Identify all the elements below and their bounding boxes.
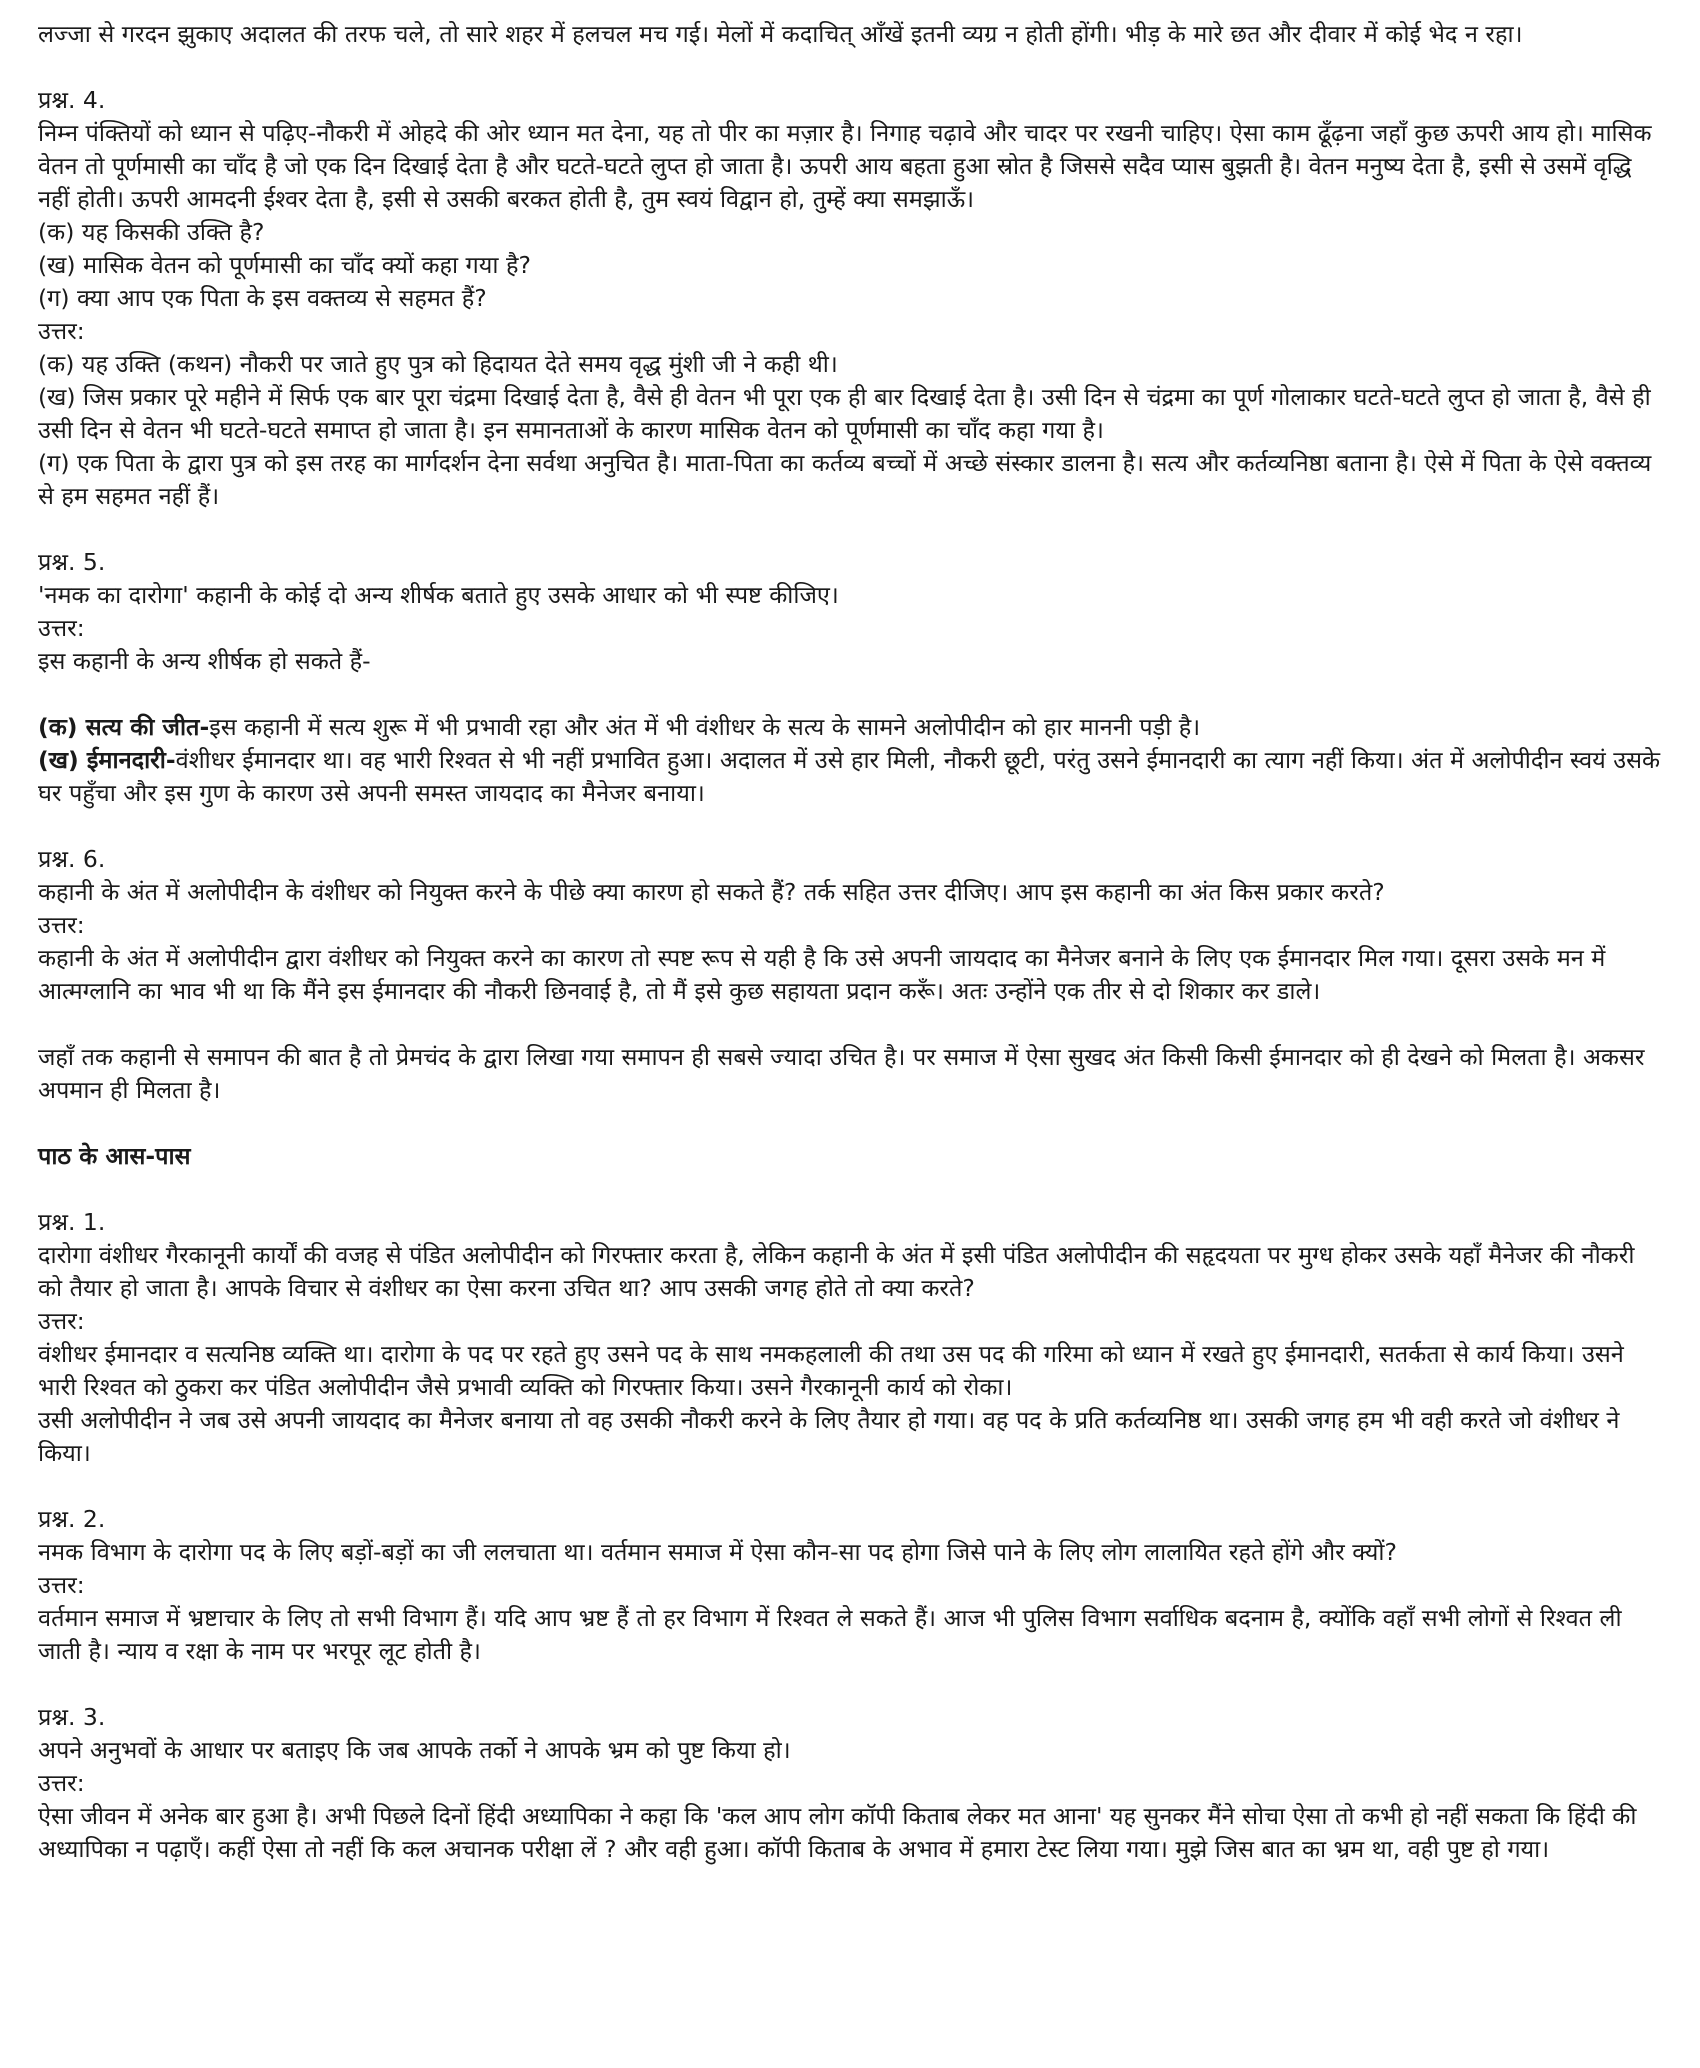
point-title: (ख) ईमानदारी- xyxy=(38,746,176,774)
answer-text: (क) यह उक्ति (कथन) नौकरी पर जाते हुए पुत्र को हिदायत देते समय वृद्ध मुंशी जी ने कही थी। xyxy=(38,350,838,378)
answer-text: (ख) जिस प्रकार पूरे महीने में सिर्फ एक बार पूरा चंद्रमा दिखाई देता है, वैसे ही वेतन भी पूरा एक ही बार दिखाई देता है। उसी दिन से चंद्रमा का पूर्ण गोलाकार घटते-घटते लुप्त हो जाता है, वैसे ही उसी दिन से वेतन भी घटते-घटते समाप्त हो जाता है। इन समानताओं के कारण मासिक वेतन को पूर्णमासी का चाँद कहा गया है। xyxy=(38,383,1651,444)
question-text: निम्न पंक्तियों को ध्यान से पढ़िए-नौकरी में ओहदे की ओर ध्यान मत देना, यह तो पीर का मज़ार है। निगाह चढ़ावे और चादर पर रखनी चाहिए। ऐसा काम ढूँढ़ना जहाँ कुछ ऊपरी आय हो। मासिक वेतन तो पूर्णमासी का चाँद है जो एक दिन दिखाई देता है और घटते-घटते लुप्त हो जाता है। ऊपरी आय बहता हुआ स्रोत है जिससे सदैव प्यास बुझती है। वेतन मनुष्य देता है, इसी से उसमें वृद्धि नहीं होती। ऊपरी आमदनी ईश्वर देता है, इसी से उसकी बरकत होती है, तुम स्वयं विद्वान हो, तुम्हें क्या समझाऊँ। xyxy=(38,119,1652,213)
sub-question: (ख) मासिक वेतन को पूर्णमासी का चाँद क्यों कहा गया है? xyxy=(38,251,531,279)
answer-text: वंशीधर ईमानदार व सत्यनिष्ठ व्यक्ति था। दारोगा के पद पर रहते हुए उसने पद के साथ नमकहलाली की तथा उस पद की गरिमा को ध्यान में रखते हुए ईमानदारी, सतर्कता से कार्य किया। उसने भारी रिश्वत को ठुकरा कर पंडित अलोपीदीन जैसे प्रभावी व्यक्ति को गिरफ्तार किया। उसने गैरकानूनी कार्य को रोका। xyxy=(38,1340,1624,1401)
question-6-block xyxy=(38,843,1664,1107)
surround-question-3-block xyxy=(38,1701,1664,1866)
question-text: नमक विभाग के दारोगा पद के लिए बड़ों-बड़ों का जी ललचाता था। वर्तमान समाज में ऐसा कौन-सा पद होगा जिसे पाने के लिए लोग लालायित रहते होंगे और क्यों? xyxy=(38,1538,1397,1566)
question-text: 'नमक का दारोगा' कहानी के कोई दो अन्य शीर्षक बताते हुए उसके आधार को भी स्पष्ट कीजिए। xyxy=(38,581,839,609)
answer-label: उत्तर: xyxy=(38,911,85,939)
sub-question: (क) यह किसकी उक्ति है? xyxy=(38,218,265,246)
answer-text: जहाँ तक कहानी से समापन की बात है तो प्रेमचंद के द्वारा लिखा गया समापन ही सबसे ज्यादा उचित है। पर समाज में ऐसा सुखद अंत किसी किसी ईमानदार को ही देखने को मिलता है। अकसर अपमान ही मिलता है। xyxy=(38,1043,1645,1104)
spacer xyxy=(38,1008,1664,1041)
answer-text: कहानी के अंत में अलोपीदीन द्वारा वंशीधर को नियुक्त करने का कारण तो स्पष्ट रूप से यही है कि उसे अपनी जायदाद का मैनेजर बनाने के लिए एक ईमानदार मिल गया। दूसरा उसके मन में आत्मग्लानि का भाव भी था कि मैंने इस ईमानदार की नौकरी छिनवाई है, तो मैं इसे कुछ सहायता प्रदान करूँ। अतः उन्होंने एक तीर से दो शिकार कर डाले। xyxy=(38,944,1606,1005)
answer-label: उत्तर: xyxy=(38,614,85,642)
answer-label: उत्तर: xyxy=(38,1307,85,1335)
spacer xyxy=(38,810,1664,843)
question-label: प्रश्न. 5. xyxy=(38,548,106,576)
answer-point xyxy=(38,744,1664,810)
spacer xyxy=(38,678,1664,711)
intro-paragraph: लज्जा से गरदन झुकाए अदालत की तरफ चले, तो सारे शहर में हलचल मच गई। मेलों में कदाचित् आँखें इतनी व्यग्र न होती होंगी। भीड़ के मारे छत और दीवार में कोई भेद न रहा। xyxy=(38,20,1523,48)
answer-label: उत्तर: xyxy=(38,1769,85,1797)
spacer xyxy=(38,1470,1664,1503)
point-title: (क) सत्य की जीत- xyxy=(38,713,210,741)
section-heading: पाठ के आस-पास xyxy=(38,1142,191,1170)
question-label: प्रश्न. 4. xyxy=(38,86,106,114)
answer-label: उत्तर: xyxy=(38,1571,85,1599)
answer-point xyxy=(38,711,1664,744)
point-text: वंशीधर ईमानदार था। वह भारी रिश्वत से भी नहीं प्रभावित हुआ। अदालत में उसे हार मिली, नौकरी छूटी, परंतु उसने ईमानदारी का त्याग नहीं किया। अंत में अलोपीदीन स्वयं उसके घर पहुँचा और इस गुण के कारण उसे अपनी समस्त जायदाद का मैनेजर बनाया। xyxy=(38,746,1661,807)
spacer xyxy=(38,513,1664,546)
surround-question-2-block xyxy=(38,1503,1664,1668)
question-label: प्रश्न. 2. xyxy=(38,1505,106,1533)
question-text: अपने अनुभवों के आधार पर बताइए कि जब आपके तर्को ने आपके भ्रम को पुष्ट किया हो। xyxy=(38,1736,791,1764)
spacer xyxy=(38,1173,1664,1206)
question-label: प्रश्न. 6. xyxy=(38,845,106,873)
answer-intro: इस कहानी के अन्य शीर्षक हो सकते हैं- xyxy=(38,647,371,675)
answer-text: (ग) एक पिता के द्वारा पुत्र को इस तरह का मार्गदर्शन देना सर्वथा अनुचित है। माता-पिता का कर्तव्य बच्चों में अच्छे संस्कार डालना है। सत्य और कर्तव्यनिष्ठा बताना है। ऐसे में पिता के ऐसे वक्तव्य से हम सहमत नहीं हैं। xyxy=(38,449,1652,510)
question-text: दारोगा वंशीधर गैरकानूनी कार्यों की वजह से पंडित अलोपीदीन को गिरफ्तार करता है, लेकिन कहानी के अंत में इसी पंडित अलोपीदीन की सहृदयता पर मुग्ध होकर उसके यहाँ मैनेजर की नौकरी को तैयार हो जाता है। आपके विचार से वंशीधर का ऐसा करना उचित था? आप उसकी जगह होते तो क्या करते? xyxy=(38,1241,1635,1302)
answer-text: उसी अलोपीदीन ने जब उसे अपनी जायदाद का मैनेजर बनाया तो वह उसकी नौकरी करने के लिए तैयार हो गया। वह पद के प्रति कर्तव्यनिष्ठ था। उसकी जगह हम भी वही करते जो वंशीधर ने किया। xyxy=(38,1406,1620,1467)
spacer xyxy=(38,1668,1664,1701)
answer-text: ऐसा जीवन में अनेक बार हुआ है। अभी पिछले दिनों हिंदी अध्यापिका ने कहा कि 'कल आप लोग कॉपी किताब लेकर मत आना' यह सुनकर मैंने सोचा ऐसा तो कभी हो नहीं सकता कि हिंदी की अध्यापिका न पढ़ाएँ। कहीं ऐसा तो नहीं कि कल अचानक परीक्षा लें ? और वही हुआ। कॉपी किताब के अभाव में हमारा टेस्ट लिया गया। मुझे जिस बात का भ्रम था, वही पुष्ट हो गया। xyxy=(38,1802,1637,1863)
answer-text: वर्तमान समाज में भ्रष्टाचार के लिए तो सभी विभाग हैं। यदि आप भ्रष्ट हैं तो हर विभाग में रिश्वत ले सकते हैं। आज भी पुलिस विभाग सर्वाधिक बदनाम है, क्योंकि वहाँ सभी लोगों से रिश्वत ली जाती है। न्याय व रक्षा के नाम पर भरपूर लूट होती है। xyxy=(38,1604,1622,1665)
point-text: इस कहानी में सत्य शुरू में भी प्रभावी रहा और अंत में भी वंशीधर के सत्य के सामने अलोपीदीन को हार माननी पड़ी है। xyxy=(209,713,1201,741)
question-5-block xyxy=(38,546,1664,810)
sub-question: (ग) क्या आप एक पिता के इस वक्तव्य से सहमत हैं? xyxy=(38,284,487,312)
spacer xyxy=(38,51,1664,84)
question-text: कहानी के अंत में अलोपीदीन के वंशीधर को नियुक्त करने के पीछे क्या कारण हो सकते हैं? तर्क सहित उत्तर दीजिए। आप इस कहानी का अंत किस प्रकार करते? xyxy=(38,878,1385,906)
question-label: प्रश्न. 1. xyxy=(38,1208,106,1236)
surround-question-1-block xyxy=(38,1206,1664,1470)
spacer xyxy=(38,1107,1664,1140)
question-label: प्रश्न. 3. xyxy=(38,1703,106,1731)
question-4-block xyxy=(38,84,1664,513)
answer-label: उत्तर: xyxy=(38,317,85,345)
